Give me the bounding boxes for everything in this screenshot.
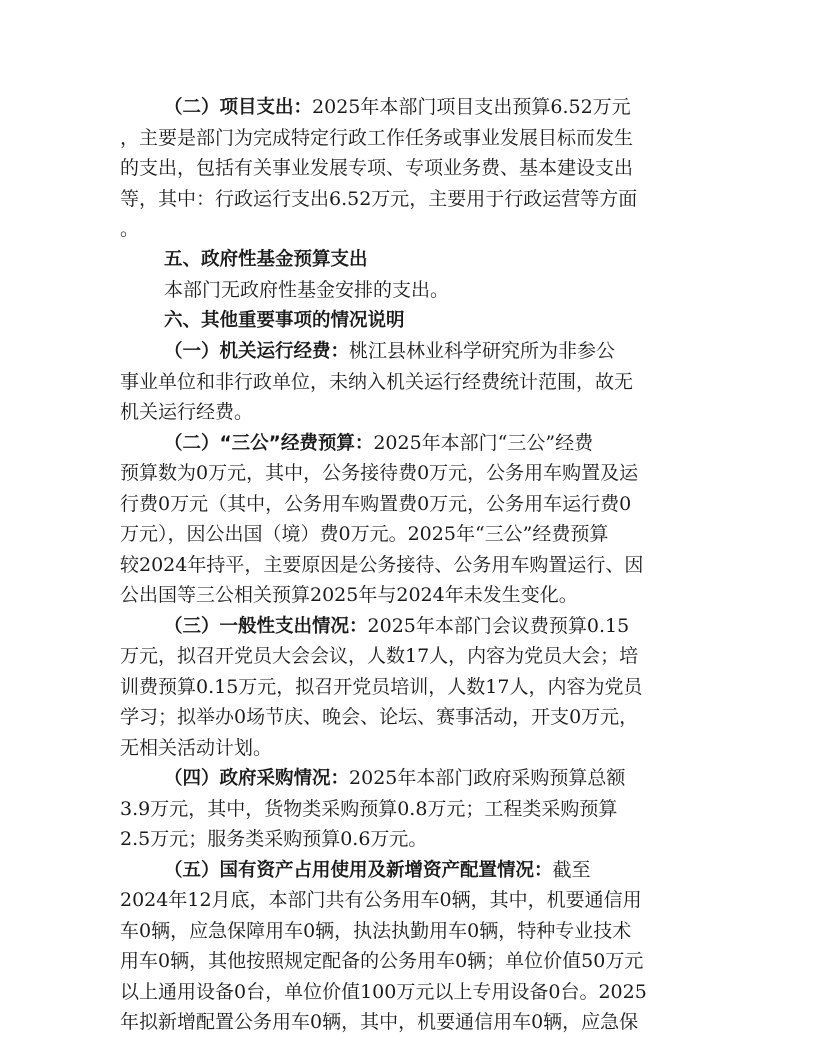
- paragraph-line: [120, 763, 700, 794]
- paragraph-state-assets: [120, 855, 700, 1038]
- paragraph-general-expense: [120, 611, 700, 764]
- paragraph-line: 。: [120, 218, 140, 240]
- paragraph-line: [120, 92, 700, 123]
- paragraph-line: 的支出，包括有关事业发展专项、专项业务费、基本建设支出: [120, 157, 634, 179]
- document-page: [120, 92, 700, 1038]
- paragraph-three-public: [120, 428, 700, 611]
- paragraph-line: 行费0万元（其中，公务用车购置费0万元，公务用车运行费0: [120, 492, 632, 515]
- paragraph-text: 截至: [552, 858, 591, 881]
- paragraph-line: [120, 336, 700, 367]
- paragraph-line: 公出国等三公相关预算2025年与2024年未发生变化。: [120, 584, 578, 606]
- paragraph-text: 2025年本部门“三公”经费: [373, 431, 594, 454]
- paragraph-heading: （四）政府采购情况：: [164, 768, 350, 789]
- paragraph-line: 无相关活动计划。: [120, 736, 273, 759]
- paragraph-line: ，主要是部门为完成特定行政工作任务或事业发展目标而发生: [120, 126, 634, 149]
- paragraph-text: 桃江县林业科学研究所为非参公: [349, 340, 616, 362]
- paragraph-organ-cost: [120, 336, 700, 428]
- paragraph-text: 2025年本部门项目支出预算6.52万元: [312, 96, 631, 118]
- paragraph-text: 2025年本部门政府采购预算总额: [349, 767, 626, 789]
- paragraph-line: 事业单位和非行政单位，未纳入机关运行经费统计范围，故无: [120, 370, 634, 393]
- paragraph-line: [120, 855, 700, 886]
- paragraph-line: 年拟新增配置公务用车0辆，其中，机要通信用车0辆，应急保: [120, 1011, 639, 1033]
- paragraph-line: 预算数为0万元，其中，公务接待费0万元，公务用车购置及运: [120, 462, 639, 484]
- paragraph-line: 用车0辆，其他按照规定配备的公务用车0辆；单位价值50万元: [120, 950, 644, 972]
- paragraph-line: 3.9万元，其中，货物类采购预算0.8万元；工程类采购预算: [120, 797, 618, 820]
- paragraph-heading: （三）一般性支出情况：: [164, 615, 368, 637]
- paragraph-line: [120, 428, 700, 459]
- paragraph-line: 机关运行经费。: [120, 401, 254, 423]
- paragraph-line: 2.5万元；服务类采购预算0.6万元。: [120, 828, 428, 850]
- paragraph-text: 2025年本部门会议费预算0.15: [367, 614, 630, 637]
- paragraph-line: 万元），因公出国（境）费0万元。2025年“三公”经费预算: [120, 523, 609, 545]
- paragraph-line: 较2024年持平，主要原因是公务接待、公务用车购置运行、因: [120, 553, 644, 576]
- paragraph-line: 训费预算0.15万元，拟召开党员培训，人数17人，内容为党员: [120, 675, 643, 698]
- paragraph-line: 等，其中：行政运行支出6.52万元，主要用于行政运营等方面: [120, 187, 638, 210]
- paragraph-procurement: [120, 763, 700, 855]
- paragraph-line: 万元，拟召开党员大会会议，人数17人，内容为党员大会；培: [120, 645, 639, 667]
- section-heading-fund-budget: 五、政府性基金预算支出: [164, 248, 368, 270]
- paragraph-line: 2024年12月底，本部门共有公务用车0辆，其中，机要通信用: [120, 889, 642, 911]
- paragraph-heading: （二）“三公”经费预算：: [164, 432, 374, 454]
- paragraph-heading: （一）机关运行经费：: [164, 341, 350, 362]
- paragraph-line: [120, 611, 700, 642]
- paragraph-line: 以上通用设备0台，单位价值100万元以上专用设备0台。2025: [120, 980, 647, 1003]
- paragraph-line: 学习；拟举办0场节庆、晚会、论坛、赛事活动，开支0万元，: [120, 706, 639, 728]
- section-heading-other-matters: 六、其他重要事项的情况说明: [164, 309, 405, 331]
- paragraph-heading: （五）国有资产占用使用及新增资产配置情况：: [164, 859, 553, 881]
- paragraph-project-expense: [120, 92, 700, 245]
- paragraph-line: 车0辆，应急保障用车0辆，执法执勤用车0辆，特种专业技术: [120, 919, 632, 942]
- paragraph-fund-budget: 本部门无政府性基金安排的支出。: [164, 279, 450, 301]
- paragraph-heading: （二）项目支出：: [164, 97, 313, 118]
